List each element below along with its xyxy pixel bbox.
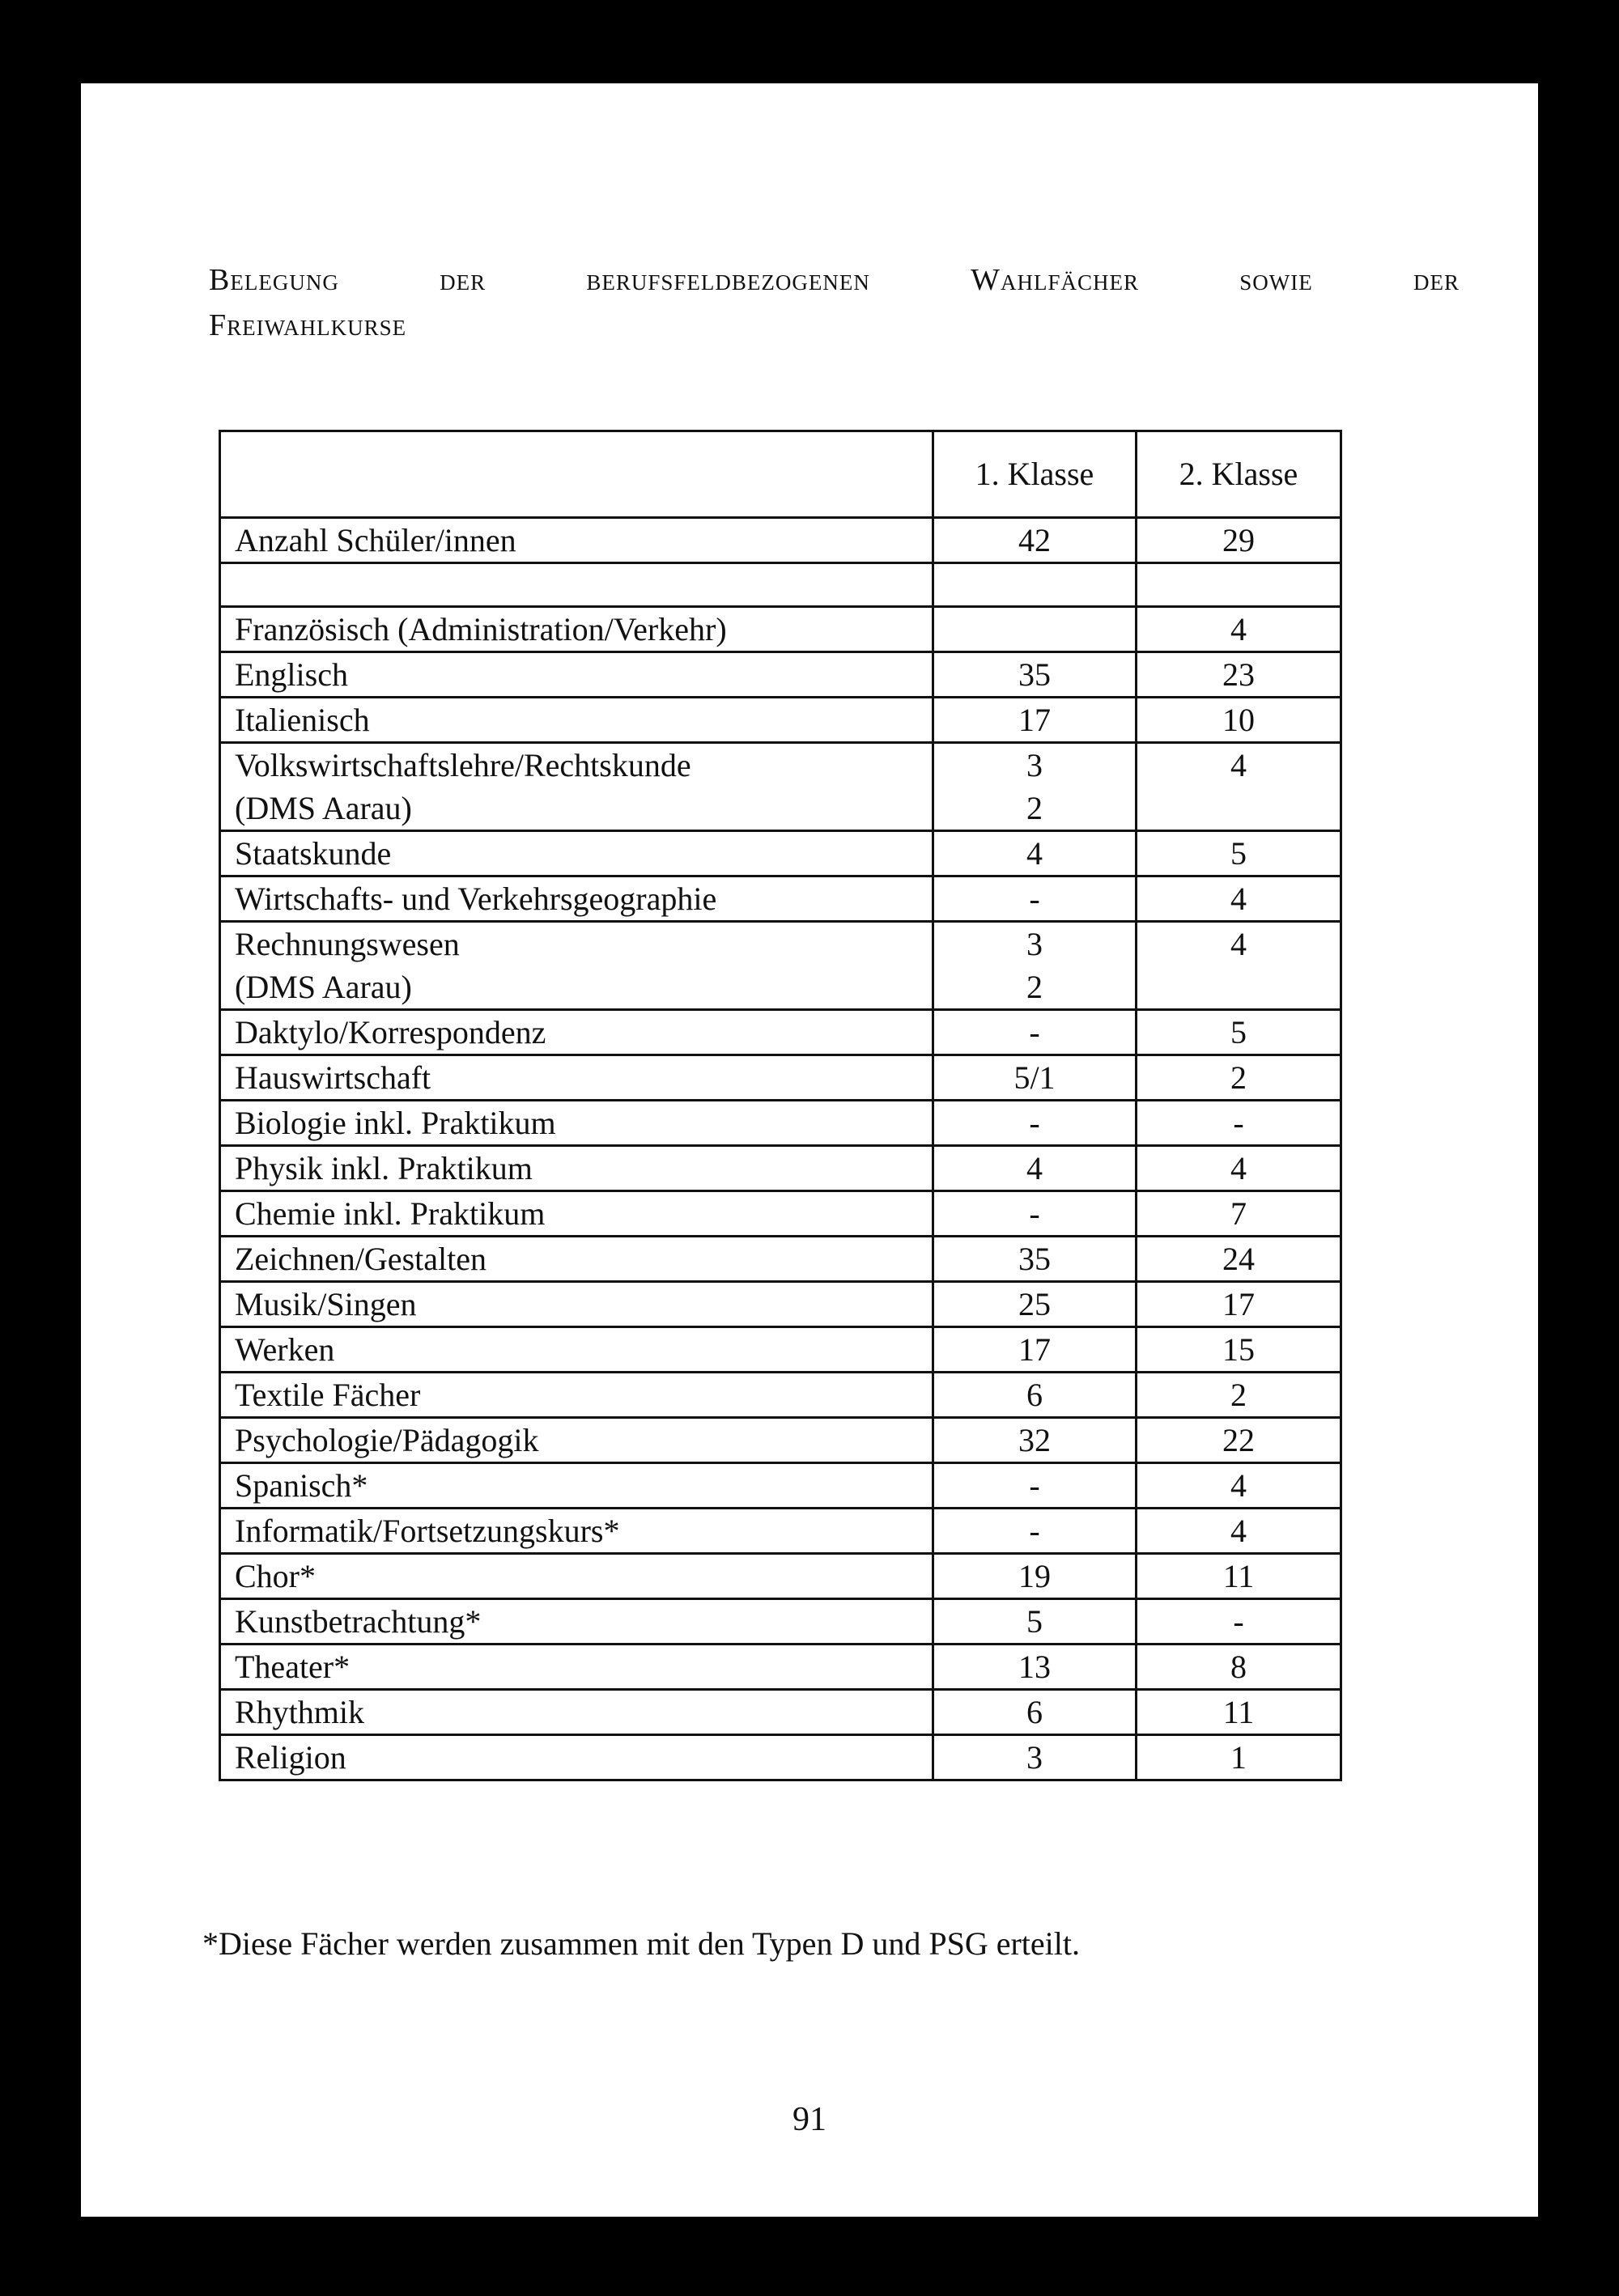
cell-lines xyxy=(235,1419,932,1462)
cell-line: 4 xyxy=(1230,926,1247,962)
enrollment-table xyxy=(219,430,1342,1781)
cell-lines xyxy=(1137,1419,1340,1462)
table-row xyxy=(220,1373,1341,1418)
cell-lines xyxy=(235,1147,932,1190)
cell-lines xyxy=(235,1283,932,1326)
cell-lines xyxy=(934,832,1135,875)
klasse-2-cell xyxy=(1137,1010,1341,1055)
klasse-2-cell xyxy=(1137,1237,1341,1282)
cell-lines xyxy=(235,1555,932,1598)
cell-lines xyxy=(1137,923,1340,966)
klasse-1-cell xyxy=(933,922,1137,1010)
cell-lines xyxy=(1137,1056,1340,1099)
cell-line: 4 xyxy=(1026,835,1043,872)
cell-lines xyxy=(235,832,932,875)
cell-lines xyxy=(1137,744,1340,787)
cell-line: 13 xyxy=(1018,1649,1051,1685)
klasse-1-cell xyxy=(933,1055,1137,1101)
cell-lines xyxy=(934,1555,1135,1598)
klasse-2-cell xyxy=(1137,1327,1341,1373)
klasse-2-cell xyxy=(1137,1554,1341,1599)
row-label-cell xyxy=(220,607,933,652)
cell-lines xyxy=(1137,653,1340,696)
row-label-cell xyxy=(220,1690,933,1735)
cell-line: 4 xyxy=(1230,1150,1247,1186)
cell-line: Physik inkl. Praktikum xyxy=(235,1150,533,1186)
cell-line: 15 xyxy=(1222,1331,1255,1368)
klasse-1-cell xyxy=(933,1237,1137,1282)
cell-line: Rhythmik xyxy=(235,1694,365,1730)
row-label-cell xyxy=(220,652,933,698)
page-number: 91 xyxy=(793,2101,826,2138)
table-row xyxy=(220,1463,1341,1509)
row-label-cell xyxy=(220,1010,933,1055)
cell-lines xyxy=(934,1283,1135,1326)
cell-line: Psychologie/Pädagogik xyxy=(235,1422,539,1458)
cell-lines xyxy=(235,653,932,696)
cell-lines xyxy=(934,1419,1135,1462)
cell-line: 19 xyxy=(1018,1558,1051,1594)
table-row xyxy=(220,1554,1341,1599)
cell-lines xyxy=(1137,1691,1340,1734)
cell-lines xyxy=(934,744,1135,830)
cell-line: 5/1 xyxy=(1013,1059,1056,1096)
cell-lines xyxy=(235,519,932,562)
cell-line: 6 xyxy=(1026,1377,1043,1413)
cell-lines xyxy=(1137,1283,1340,1326)
row-label-cell xyxy=(220,698,933,743)
cell-line: Zeichnen/Gestalten xyxy=(235,1241,487,1277)
cell-lines xyxy=(1137,519,1340,562)
row-label-cell xyxy=(220,1146,933,1191)
cell-line: Textile Fächer xyxy=(235,1377,421,1413)
klasse-1-cell xyxy=(933,1463,1137,1509)
cell-lines xyxy=(934,1011,1135,1054)
table-row xyxy=(220,1418,1341,1463)
klasse-2-cell xyxy=(1137,652,1341,698)
cell-lines xyxy=(1137,877,1340,920)
klasse-2-cell xyxy=(1137,1463,1341,1509)
cell-lines xyxy=(235,923,932,1008)
cell-line: Italienisch xyxy=(235,702,370,738)
cell-line: 17 xyxy=(1018,1331,1051,1368)
cell-line: Religion xyxy=(235,1739,346,1776)
title-line-2: Freiwahlkurse xyxy=(209,308,407,342)
cell-line: 4 xyxy=(1230,747,1247,783)
table-row xyxy=(220,876,1341,922)
klasse-1-cell xyxy=(933,1690,1137,1735)
klasse-1-cell xyxy=(933,1373,1137,1418)
klasse-1-cell xyxy=(933,743,1137,831)
klasse-2-cell xyxy=(1137,1599,1341,1645)
klasse-2-cell xyxy=(1137,1418,1341,1463)
row-label-cell xyxy=(220,876,933,922)
cell-line: 6 xyxy=(1026,1694,1043,1730)
table-row xyxy=(220,1690,1341,1735)
row-label-cell xyxy=(220,1418,933,1463)
cell-line: 3 xyxy=(1026,926,1043,962)
cell-line: 5 xyxy=(1230,1014,1247,1050)
title-word: der xyxy=(440,263,487,297)
klasse-1-cell xyxy=(933,1509,1137,1554)
klasse-2-cell xyxy=(1137,1146,1341,1191)
row-label-cell xyxy=(220,1282,933,1327)
klasse-1-cell xyxy=(933,1101,1137,1146)
cell-line: 17 xyxy=(1222,1286,1255,1322)
table-row xyxy=(220,518,1341,563)
cell-line: 3 xyxy=(1026,747,1043,783)
cell-lines xyxy=(235,744,932,830)
klasse-1-cell xyxy=(933,563,1137,607)
cell-line: Anzahl Schüler/innen xyxy=(235,522,516,558)
header-cell-klasse-1: 1. Klasse xyxy=(933,431,1137,518)
cell-line: 35 xyxy=(1018,656,1051,693)
cell-line: - xyxy=(1029,1105,1040,1141)
row-label-cell xyxy=(220,1237,933,1282)
cell-lines xyxy=(235,1600,932,1643)
cell-line: 11 xyxy=(1222,1558,1255,1594)
cell-lines xyxy=(1137,1373,1340,1416)
cell-line: Daktylo/Korrespondenz xyxy=(235,1014,546,1050)
title-line-1 xyxy=(209,257,1460,303)
cell-lines xyxy=(934,1101,1135,1144)
cell-lines xyxy=(1137,1600,1340,1643)
cell-line: 4 xyxy=(1230,611,1247,647)
cell-lines xyxy=(1137,1101,1340,1144)
cell-line: Wirtschafts- und Verkehrsgeographie xyxy=(235,881,717,917)
cell-line: Englisch xyxy=(235,656,348,693)
cell-lines xyxy=(934,1373,1135,1416)
table-row xyxy=(220,652,1341,698)
cell-line: 17 xyxy=(1018,702,1051,738)
cell-lines xyxy=(934,1736,1135,1779)
cell-line: Biologie inkl. Praktikum xyxy=(235,1105,556,1141)
header-cell-label xyxy=(220,431,933,518)
klasse-1-cell xyxy=(933,1282,1137,1327)
klasse-2-cell xyxy=(1137,1509,1341,1554)
cell-line: Französisch (Administration/Verkehr) xyxy=(235,611,727,647)
klasse-2-cell xyxy=(1137,698,1341,743)
cell-line: - xyxy=(1029,1195,1040,1232)
klasse-2-cell xyxy=(1137,1101,1341,1146)
cell-lines xyxy=(235,1464,932,1507)
row-label-cell xyxy=(220,518,933,563)
klasse-1-cell xyxy=(933,1554,1137,1599)
table-row xyxy=(220,831,1341,876)
cell-line: 10 xyxy=(1222,702,1255,738)
cell-line: 8 xyxy=(1230,1649,1247,1685)
cell-lines xyxy=(235,1736,932,1779)
klasse-2-cell xyxy=(1137,518,1341,563)
klasse-1-cell xyxy=(933,1645,1137,1690)
cell-lines xyxy=(934,1192,1135,1235)
title-word: Wahlfächer xyxy=(971,263,1139,297)
table-row xyxy=(220,1010,1341,1055)
table-row xyxy=(220,1237,1341,1282)
cell-lines xyxy=(934,1056,1135,1099)
row-label-cell xyxy=(220,1463,933,1509)
klasse-2-cell xyxy=(1137,1735,1341,1780)
cell-lines xyxy=(934,698,1135,741)
cell-lines xyxy=(235,1101,932,1144)
klasse-1-cell xyxy=(933,1599,1137,1645)
cell-lines xyxy=(1137,1509,1340,1552)
cell-lines xyxy=(934,653,1135,696)
cell-lines xyxy=(934,1147,1135,1190)
cell-line: 4 xyxy=(1230,1467,1247,1504)
cell-line: 11 xyxy=(1222,1694,1255,1730)
cell-line: Kunstbetrachtung* xyxy=(235,1603,482,1640)
title-word: sowie xyxy=(1239,263,1313,297)
klasse-1-cell xyxy=(933,1418,1137,1463)
cell-lines xyxy=(235,877,932,920)
cell-lines xyxy=(235,1691,932,1734)
cell-line: Musik/Singen xyxy=(235,1286,417,1322)
footnote: *Diese Fächer werden zusammen mit den Typen D und PSG erteilt. xyxy=(202,1925,1080,1962)
row-label-cell xyxy=(220,922,933,1010)
title-word: berufsfeldbezogenen xyxy=(586,263,870,297)
row-label-cell xyxy=(220,1554,933,1599)
klasse-1-cell xyxy=(933,698,1137,743)
cell-lines xyxy=(934,1645,1135,1688)
cell-lines xyxy=(1137,1011,1340,1054)
row-label-cell xyxy=(220,1327,933,1373)
klasse-2-cell xyxy=(1137,1373,1341,1418)
cell-line: 5 xyxy=(1230,835,1247,872)
cell-line: Informatik/Fortsetzungskurs* xyxy=(235,1513,620,1549)
cell-line: (DMS Aarau) xyxy=(235,969,412,1005)
cell-line: 7 xyxy=(1230,1195,1247,1232)
table-row xyxy=(220,1146,1341,1191)
cell-lines xyxy=(934,1237,1135,1280)
row-label-cell xyxy=(220,1101,933,1146)
cell-line: 2 xyxy=(1230,1059,1247,1096)
cell-line: Spanisch* xyxy=(235,1467,368,1504)
table-row xyxy=(220,607,1341,652)
klasse-2-cell xyxy=(1137,1282,1341,1327)
cell-line: - xyxy=(1029,1467,1040,1504)
row-label-cell xyxy=(220,1509,933,1554)
cell-lines xyxy=(934,1328,1135,1371)
cell-line: 32 xyxy=(1018,1422,1051,1458)
cell-lines xyxy=(1137,1555,1340,1598)
page-title xyxy=(209,257,1460,348)
klasse-2-cell xyxy=(1137,1191,1341,1237)
row-label-cell xyxy=(220,1055,933,1101)
cell-line: 29 xyxy=(1222,522,1255,558)
cell-line: 25 xyxy=(1018,1286,1051,1322)
klasse-2-cell xyxy=(1137,876,1341,922)
cell-line: Chor* xyxy=(235,1558,316,1594)
table-row xyxy=(220,698,1341,743)
klasse-1-cell xyxy=(933,607,1137,652)
cell-line: 2 xyxy=(1026,969,1043,1005)
cell-lines xyxy=(235,1011,932,1054)
klasse-1-cell xyxy=(933,652,1137,698)
cell-lines xyxy=(934,519,1135,562)
table-row xyxy=(220,743,1341,831)
cell-line: - xyxy=(1233,1105,1244,1141)
table-row xyxy=(220,1599,1341,1645)
cell-line: 2 xyxy=(1026,790,1043,826)
title-word: Belegung xyxy=(209,263,339,297)
klasse-1-cell xyxy=(933,1191,1137,1237)
cell-lines xyxy=(934,923,1135,1008)
klasse-2-cell xyxy=(1137,743,1341,831)
cell-line: 24 xyxy=(1222,1241,1255,1277)
row-label-cell xyxy=(220,563,933,607)
cell-lines xyxy=(235,698,932,741)
klasse-2-cell xyxy=(1137,563,1341,607)
cell-line: 4 xyxy=(1230,1513,1247,1549)
cell-lines xyxy=(934,1691,1135,1734)
klasse-1-cell xyxy=(933,518,1137,563)
cell-lines xyxy=(934,1509,1135,1552)
cell-lines xyxy=(1137,1645,1340,1688)
title-word: der xyxy=(1413,263,1460,297)
klasse-2-cell xyxy=(1137,922,1341,1010)
header-cell-klasse-2: 2. Klasse xyxy=(1137,431,1341,518)
cell-line: Chemie inkl. Praktikum xyxy=(235,1195,546,1232)
table-row xyxy=(220,1282,1341,1327)
cell-line: 42 xyxy=(1018,522,1051,558)
cell-lines xyxy=(235,1509,932,1552)
cell-lines xyxy=(1137,608,1340,651)
row-label-cell xyxy=(220,1645,933,1690)
row-label-cell xyxy=(220,743,933,831)
klasse-2-cell xyxy=(1137,831,1341,876)
cell-lines xyxy=(934,1600,1135,1643)
cell-lines xyxy=(235,608,932,651)
cell-lines xyxy=(934,877,1135,920)
cell-lines xyxy=(235,1192,932,1235)
table-header-row xyxy=(220,431,1341,518)
cell-lines xyxy=(235,1328,932,1371)
row-label-cell xyxy=(220,1735,933,1780)
cell-line: Volkswirtschaftslehre/Rechtskunde xyxy=(235,747,691,783)
klasse-2-cell xyxy=(1137,1055,1341,1101)
klasse-1-cell xyxy=(933,1146,1137,1191)
klasse-1-cell xyxy=(933,876,1137,922)
cell-line: - xyxy=(1029,881,1040,917)
cell-lines xyxy=(1137,1237,1340,1280)
table-row xyxy=(220,1191,1341,1237)
klasse-1-cell xyxy=(933,1327,1137,1373)
klasse-2-cell xyxy=(1137,607,1341,652)
cell-line: 4 xyxy=(1026,1150,1043,1186)
cell-line: Werken xyxy=(235,1331,335,1368)
cell-lines xyxy=(934,1464,1135,1507)
cell-line: (DMS Aarau) xyxy=(235,790,412,826)
cell-line: Rechnungswesen xyxy=(235,926,460,962)
cell-line: 2 xyxy=(1230,1377,1247,1413)
cell-lines xyxy=(1137,1192,1340,1235)
table-row xyxy=(220,1327,1341,1373)
cell-line: - xyxy=(1233,1603,1244,1640)
row-label-cell xyxy=(220,1191,933,1237)
cell-line: 3 xyxy=(1026,1739,1043,1776)
table-row xyxy=(220,1509,1341,1554)
table-row xyxy=(220,922,1341,1010)
table-row xyxy=(220,1101,1341,1146)
cell-line: 4 xyxy=(1230,881,1247,917)
cell-lines xyxy=(1137,1147,1340,1190)
cell-line: Hauswirtschaft xyxy=(235,1059,431,1096)
cell-line: - xyxy=(1029,1014,1040,1050)
table-row xyxy=(220,1735,1341,1780)
cell-line: 22 xyxy=(1222,1422,1255,1458)
cell-lines xyxy=(235,1056,932,1099)
cell-lines xyxy=(1137,832,1340,875)
document-page xyxy=(81,83,1538,2217)
cell-lines xyxy=(235,1645,932,1688)
klasse-1-cell xyxy=(933,831,1137,876)
klasse-2-cell xyxy=(1137,1645,1341,1690)
row-label-cell xyxy=(220,831,933,876)
cell-line: 5 xyxy=(1026,1603,1043,1640)
cell-lines xyxy=(1137,698,1340,741)
cell-line: Staatskunde xyxy=(235,835,392,872)
cell-lines xyxy=(235,1373,932,1416)
table-row xyxy=(220,563,1341,607)
table-row xyxy=(220,1645,1341,1690)
cell-lines xyxy=(1137,1464,1340,1507)
row-label-cell xyxy=(220,1599,933,1645)
cell-line: 1 xyxy=(1230,1739,1247,1776)
cell-lines xyxy=(235,1237,932,1280)
cell-line: 35 xyxy=(1018,1241,1051,1277)
table-row xyxy=(220,1055,1341,1101)
row-label-cell xyxy=(220,1373,933,1418)
cell-line: - xyxy=(1029,1513,1040,1549)
cell-lines xyxy=(1137,1736,1340,1779)
cell-lines xyxy=(1137,1328,1340,1371)
klasse-1-cell xyxy=(933,1735,1137,1780)
klasse-2-cell xyxy=(1137,1690,1341,1735)
cell-line: 23 xyxy=(1222,656,1255,693)
klasse-1-cell xyxy=(933,1010,1137,1055)
cell-line: Theater* xyxy=(235,1649,351,1685)
